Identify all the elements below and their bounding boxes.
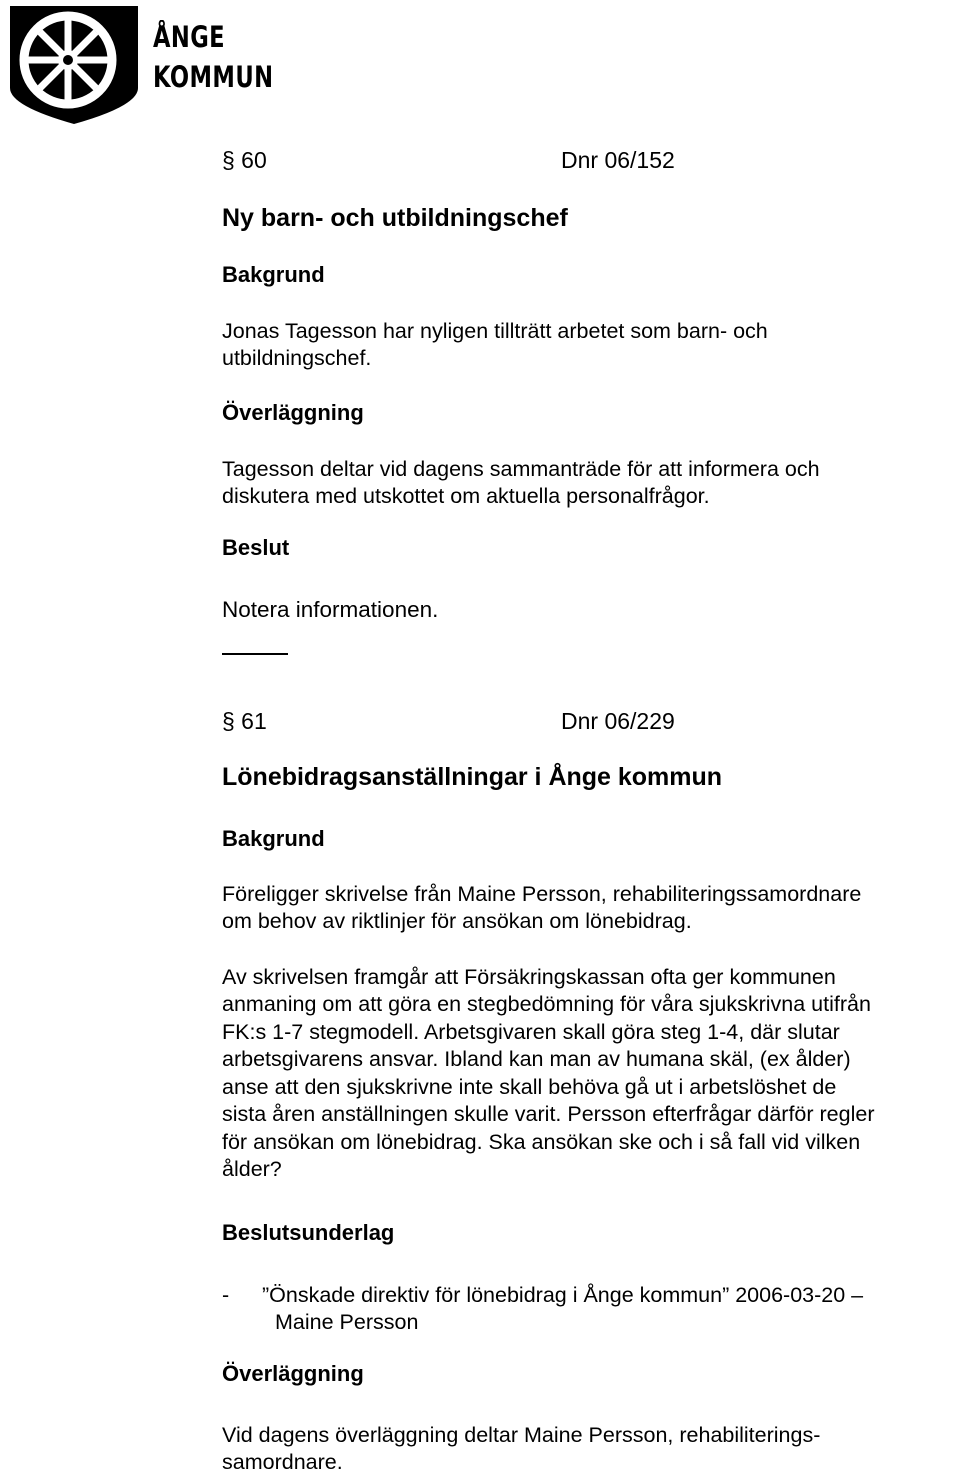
bakgrund-heading: Bakgrund [222,262,325,287]
body-text-line: Av skrivelsen framgår att Försäkringskassan ofta ger kommunen [222,965,836,989]
body-text-line: FK:s 1-7 stegmodell. Arbetsgivaren skall göra steg 1-4, där slutar [222,1020,840,1044]
bakgrund-text-line: utbildningschef. [222,346,372,370]
section-title: Lönebidragsanställningar i Ånge kommun [222,763,723,791]
overlaggning-heading: Överläggning [222,1361,364,1386]
diary-number: Dnr 06/152 [561,147,675,173]
overlaggning-text-line: diskutera med utskottet om aktuella personalfrågor. [222,484,710,508]
overlaggning-text-line: Vid dagens överläggning deltar Maine Persson, rehabiliterings- [222,1423,821,1447]
brand-name-line2: KOMMUN [153,60,274,94]
body-text-line: arbetsgivarens ansvar. Ibland kan man av humana skäl, (ex ålder) [222,1047,851,1071]
beslutsunderlag-heading: Beslutsunderlag [222,1220,395,1245]
beslutsunderlag-item-line: Maine Persson [275,1310,419,1334]
kommun-logo-icon [4,2,144,126]
overlaggning-text-line: samordnare. [222,1450,343,1474]
section-divider [222,653,288,655]
body-text-line: ålder? [222,1157,282,1181]
overlaggning-text-line: Tagesson deltar vid dagens sammanträde för att informera och [222,457,820,481]
bakgrund-text-line: om behov av riktlinjer för ansökan om lönebidrag. [222,909,692,933]
section-title: Ny barn- och utbildningschef [222,204,568,232]
body-text-line: anmaning om att göra en stegbedömning för våra sjukskrivna utifrån [222,992,871,1016]
diary-number: Dnr 06/229 [561,708,675,734]
overlaggning-heading: Överläggning [222,400,364,425]
body-text-line: för ansökan om lönebidrag. Ska ansökan ske och i så fall vid vilken [222,1130,861,1154]
list-bullet: - [222,1283,230,1307]
bakgrund-text-line: Jonas Tagesson har nyligen tillträtt arbetet som barn- och [222,319,768,343]
beslut-text: Notera informationen. [222,597,439,622]
paragraph-number: § 61 [222,708,267,734]
body-text-line: sista åren anställningen skulle varit. Persson efterfrågar därför regler [222,1102,875,1126]
beslut-heading: Beslut [222,535,290,560]
body-text-line: anse att den sjukskrivne inte skall behöva gå ut i arbetslöshet de [222,1075,837,1099]
brand-name-line1: ÅNGE [153,20,226,54]
bakgrund-text-line: Föreligger skrivelse från Maine Persson, rehabiliteringssamordnare [222,882,862,906]
paragraph-number: § 60 [222,147,267,173]
beslutsunderlag-item-line: ”Önskade direktiv för lönebidrag i Ånge kommun” 2006-03-20 – [262,1283,864,1307]
bakgrund-heading: Bakgrund [222,826,325,851]
